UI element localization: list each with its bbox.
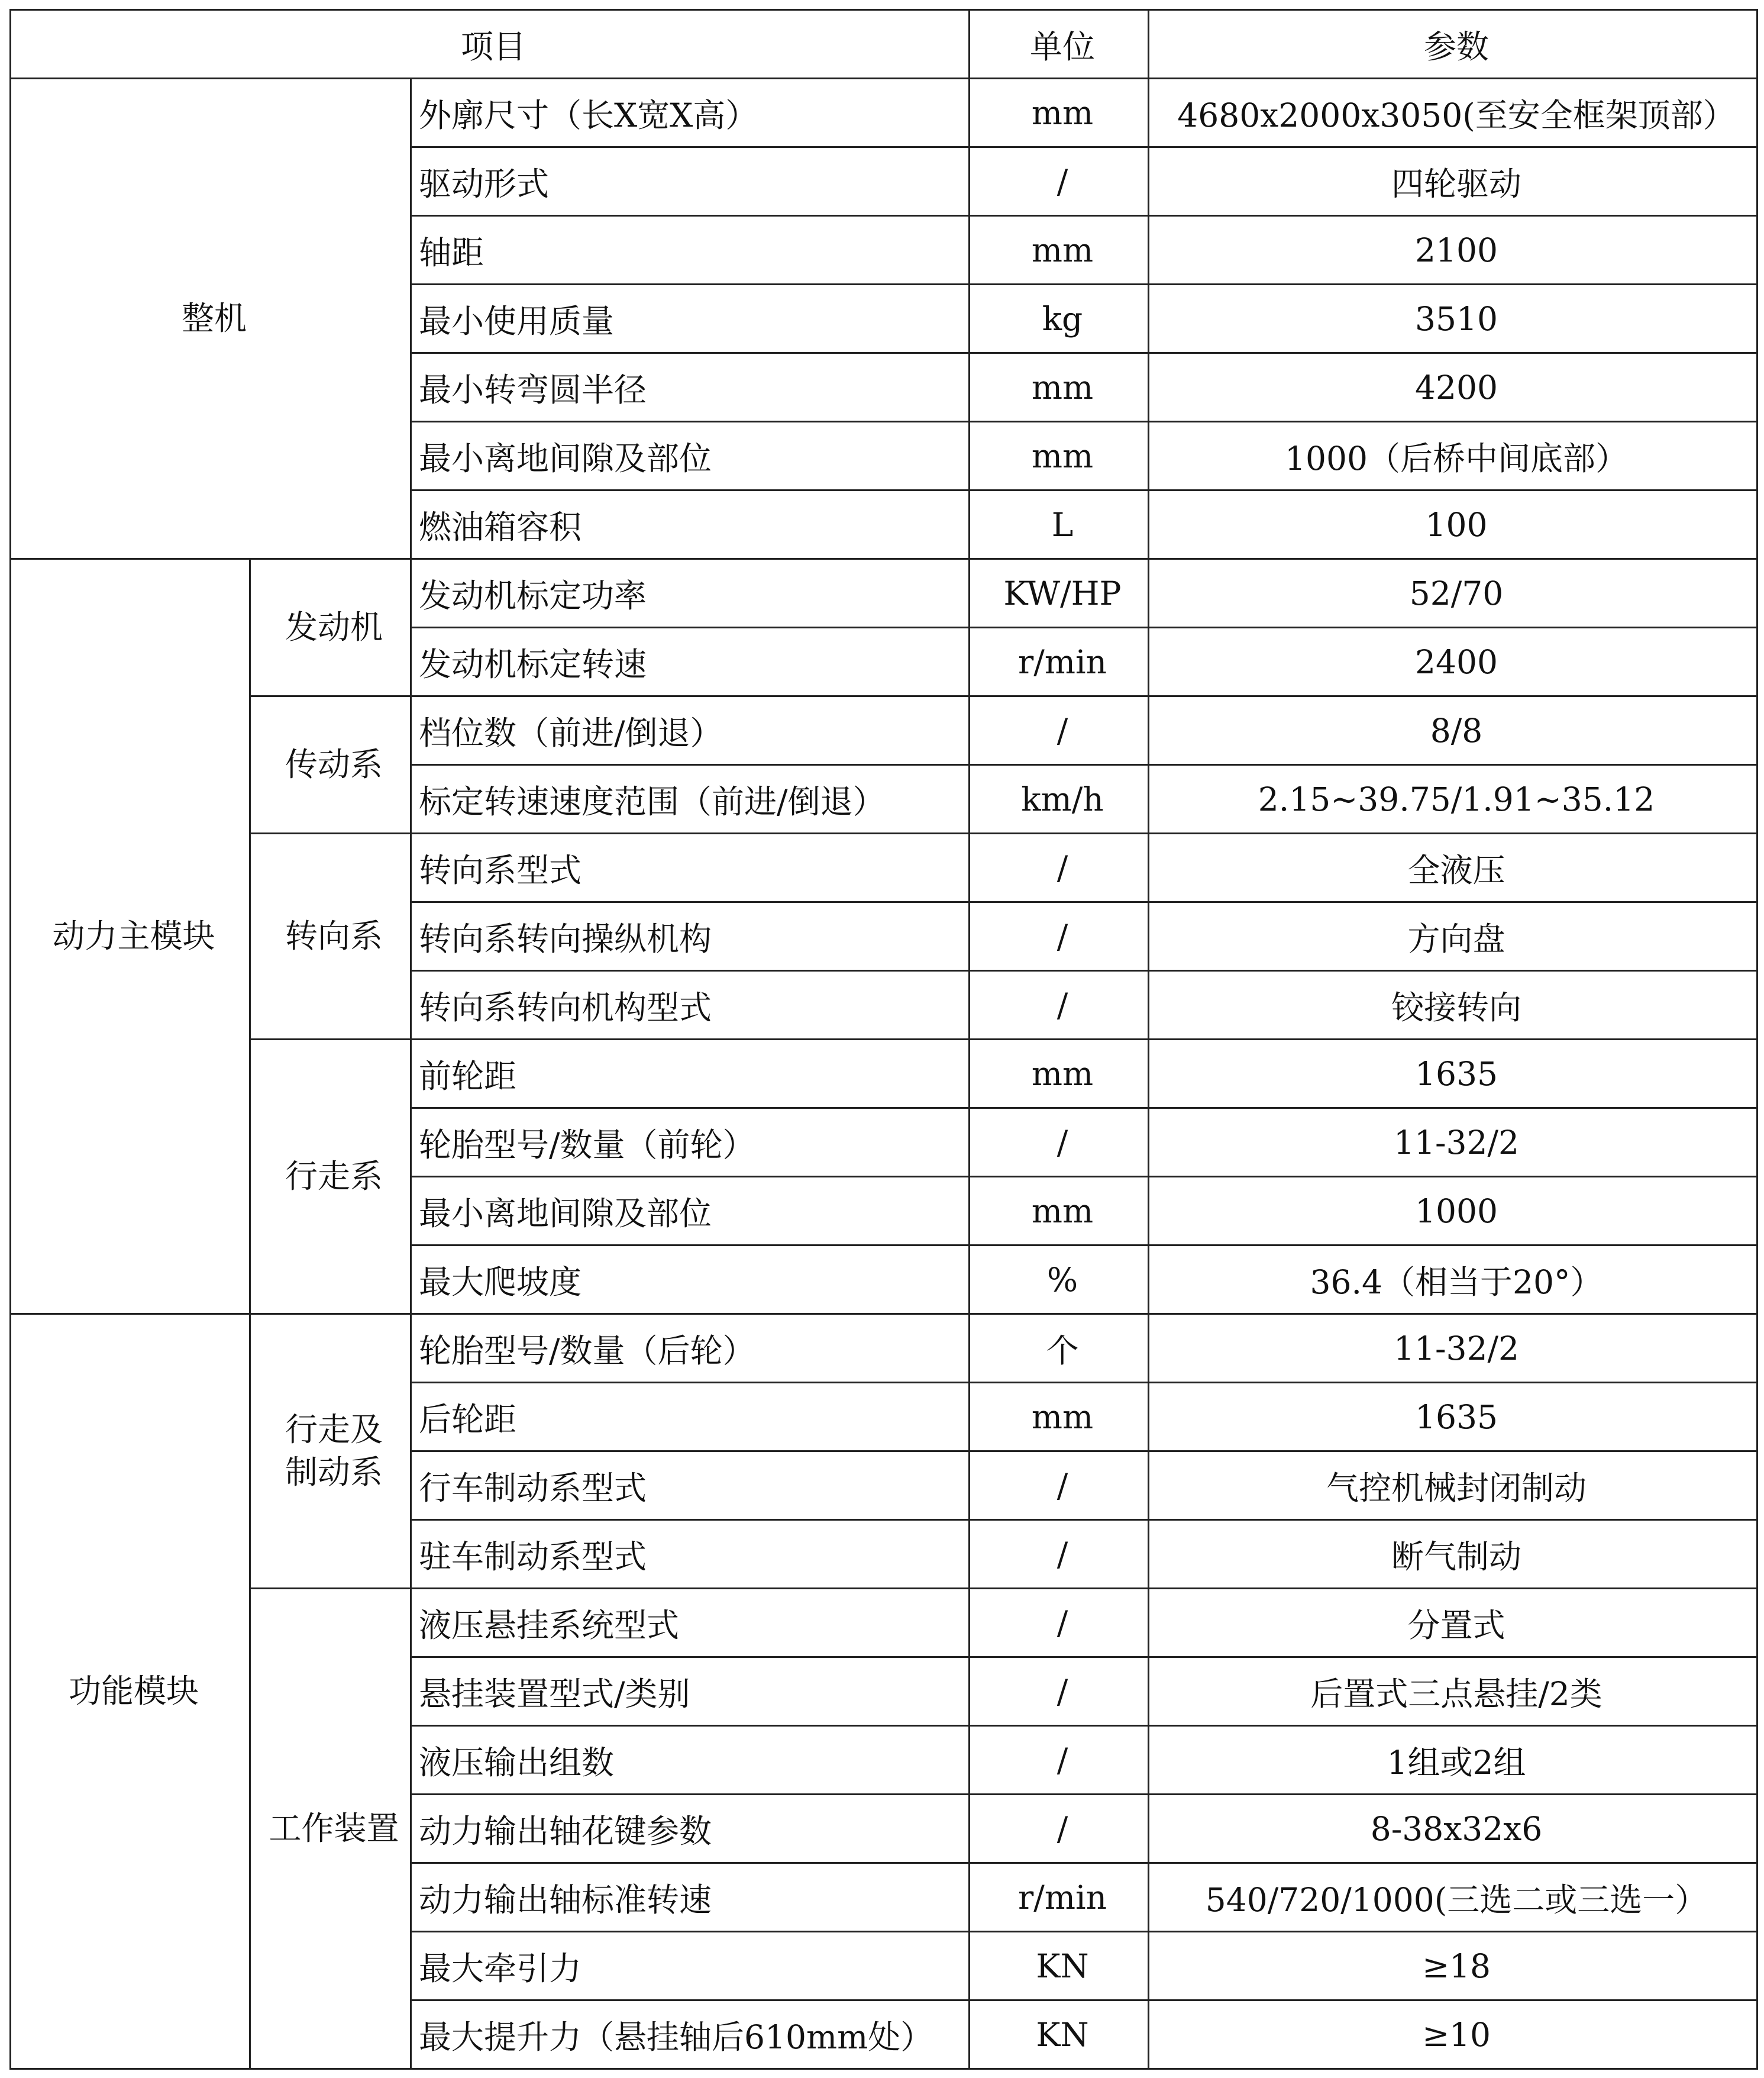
value-cell: 全液压 xyxy=(1149,834,1757,902)
unit-cell: / xyxy=(970,902,1149,971)
item-cell: 动力输出轴标准转速 xyxy=(411,1863,970,1932)
unit-cell: mm xyxy=(970,1383,1149,1451)
table-row xyxy=(11,559,1757,628)
value-cell: 后置式三点悬挂/2类 xyxy=(1149,1657,1757,1726)
table-row xyxy=(11,1040,1757,1108)
subgroup-engine: 发动机 xyxy=(250,559,411,696)
item-cell: 液压悬挂系统型式 xyxy=(411,1589,970,1657)
unit-cell: r/min xyxy=(970,628,1149,696)
unit-cell: mm xyxy=(970,79,1149,147)
item-cell: 最大牵引力 xyxy=(411,1932,970,2000)
item-cell: 发动机标定功率 xyxy=(411,559,970,628)
group-power: 动力主模块 xyxy=(11,559,250,1314)
group-function: 功能模块 xyxy=(11,1314,250,2069)
value-cell: 气控机械封闭制动 xyxy=(1149,1451,1757,1520)
item-cell: 燃油箱容积 xyxy=(411,491,970,559)
unit-cell: / xyxy=(970,1795,1149,1863)
subgroup-steering: 转向系 xyxy=(250,834,411,1040)
unit-cell: r/min xyxy=(970,1863,1149,1932)
item-cell: 转向系转向操纵机构 xyxy=(411,902,970,971)
unit-cell: KN xyxy=(970,1932,1149,2000)
value-cell: 100 xyxy=(1149,491,1757,559)
item-cell: 轴距 xyxy=(411,216,970,285)
unit-cell: KW/HP xyxy=(970,559,1149,628)
item-cell: 发动机标定转速 xyxy=(411,628,970,696)
item-cell: 液压输出组数 xyxy=(411,1726,970,1795)
unit-cell: mm xyxy=(970,216,1149,285)
group-whole: 整机 xyxy=(11,79,411,559)
subgroup-work: 工作装置 xyxy=(250,1589,411,2069)
item-cell: 最大提升力（悬挂轴后610mm处） xyxy=(411,2000,970,2069)
unit-cell: / xyxy=(970,1657,1149,1726)
value-cell: 3510 xyxy=(1149,285,1757,353)
unit-cell: / xyxy=(970,1520,1149,1589)
subgroup-travel-brake-line1: 行走及 xyxy=(285,1411,383,1448)
value-cell: 铰接转向 xyxy=(1149,971,1757,1040)
item-cell: 最小离地间隙及部位 xyxy=(411,1177,970,1245)
unit-cell: mm xyxy=(970,1040,1149,1108)
value-cell: 断气制动 xyxy=(1149,1520,1757,1589)
unit-cell: / xyxy=(970,1726,1149,1795)
value-cell: 4680x2000x3050(至安全框架顶部） xyxy=(1149,79,1757,147)
item-cell: 最大爬坡度 xyxy=(411,1245,970,1314)
item-cell: 后轮距 xyxy=(411,1383,970,1451)
value-cell: 36.4（相当于20°） xyxy=(1149,1245,1757,1314)
spec-table xyxy=(9,9,1758,2070)
table-row xyxy=(11,1589,1757,1657)
item-cell: 最小离地间隙及部位 xyxy=(411,422,970,491)
unit-cell: / xyxy=(970,696,1149,765)
unit-cell: / xyxy=(970,147,1149,216)
item-cell: 最小转弯圆半径 xyxy=(411,353,970,422)
unit-cell: / xyxy=(970,834,1149,902)
header-unit: 单位 xyxy=(970,10,1149,79)
unit-cell: mm xyxy=(970,422,1149,491)
item-cell: 悬挂装置型式/类别 xyxy=(411,1657,970,1726)
value-cell: 分置式 xyxy=(1149,1589,1757,1657)
unit-cell: / xyxy=(970,971,1149,1040)
table-row xyxy=(11,79,1757,147)
value-cell: ≥18 xyxy=(1149,1932,1757,2000)
value-cell: 四轮驱动 xyxy=(1149,147,1757,216)
item-cell: 最小使用质量 xyxy=(411,285,970,353)
value-cell: 52/70 xyxy=(1149,559,1757,628)
value-cell: ≥10 xyxy=(1149,2000,1757,2069)
header-row xyxy=(11,10,1757,79)
table-row xyxy=(11,834,1757,902)
value-cell: 1635 xyxy=(1149,1383,1757,1451)
value-cell: 1000（后桥中间底部） xyxy=(1149,422,1757,491)
unit-cell: kg xyxy=(970,285,1149,353)
unit-cell: 个 xyxy=(970,1314,1149,1383)
unit-cell: / xyxy=(970,1589,1149,1657)
value-cell: 8-38x32x6 xyxy=(1149,1795,1757,1863)
subgroup-travel-brake-line2: 制动系 xyxy=(285,1453,383,1491)
header-param: 参数 xyxy=(1149,10,1757,79)
subgroup-transmission: 传动系 xyxy=(250,696,411,834)
item-cell: 轮胎型号/数量（后轮） xyxy=(411,1314,970,1383)
value-cell: 2.15~39.75/1.91~35.12 xyxy=(1149,765,1757,834)
item-cell: 前轮距 xyxy=(411,1040,970,1108)
value-cell: 4200 xyxy=(1149,353,1757,422)
value-cell: 8/8 xyxy=(1149,696,1757,765)
value-cell: 1组或2组 xyxy=(1149,1726,1757,1795)
unit-cell: mm xyxy=(970,1177,1149,1245)
unit-cell: / xyxy=(970,1108,1149,1177)
item-cell: 轮胎型号/数量（前轮） xyxy=(411,1108,970,1177)
value-cell: 2100 xyxy=(1149,216,1757,285)
value-cell: 1635 xyxy=(1149,1040,1757,1108)
item-cell: 行车制动系型式 xyxy=(411,1451,970,1520)
value-cell: 11-32/2 xyxy=(1149,1314,1757,1383)
unit-cell: km/h xyxy=(970,765,1149,834)
subgroup-travel-brake xyxy=(250,1314,411,1589)
unit-cell: % xyxy=(970,1245,1149,1314)
item-cell: 档位数（前进/倒退） xyxy=(411,696,970,765)
table-row xyxy=(11,1314,1757,1383)
unit-cell: KN xyxy=(970,2000,1149,2069)
unit-cell: / xyxy=(970,1451,1149,1520)
unit-cell: L xyxy=(970,491,1149,559)
value-cell: 1000 xyxy=(1149,1177,1757,1245)
item-cell: 标定转速速度范围（前进/倒退） xyxy=(411,765,970,834)
item-cell: 驱动形式 xyxy=(411,147,970,216)
item-cell: 驻车制动系型式 xyxy=(411,1520,970,1589)
value-cell: 540/720/1000(三选二或三选一） xyxy=(1149,1863,1757,1932)
header-item: 项目 xyxy=(11,10,970,79)
item-cell: 动力输出轴花键参数 xyxy=(411,1795,970,1863)
item-cell: 转向系型式 xyxy=(411,834,970,902)
value-cell: 方向盘 xyxy=(1149,902,1757,971)
table-row xyxy=(11,696,1757,765)
unit-cell: mm xyxy=(970,353,1149,422)
value-cell: 11-32/2 xyxy=(1149,1108,1757,1177)
subgroup-travel: 行走系 xyxy=(250,1040,411,1314)
item-cell: 外廓尺寸（长X宽X高） xyxy=(411,79,970,147)
item-cell: 转向系转向机构型式 xyxy=(411,971,970,1040)
value-cell: 2400 xyxy=(1149,628,1757,696)
